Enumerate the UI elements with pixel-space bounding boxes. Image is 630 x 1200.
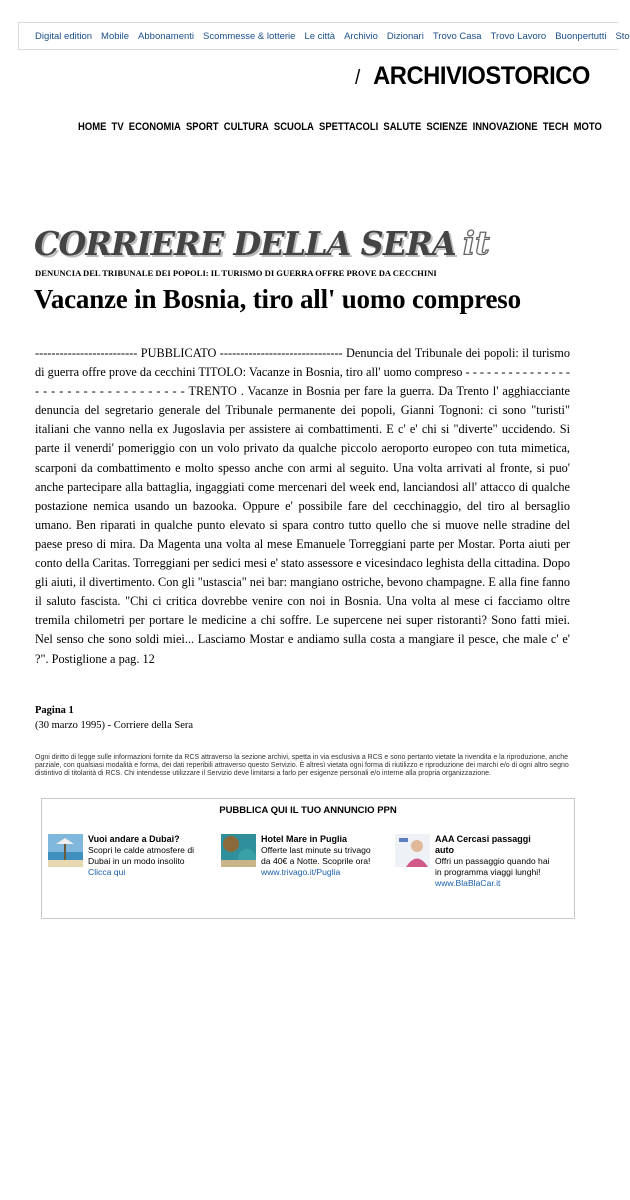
main-section-nav bbox=[78, 121, 602, 133]
nav-innovazione[interactable]: INNOVAZIONE bbox=[472, 121, 538, 133]
nav-tech[interactable]: TECH bbox=[542, 121, 569, 133]
nav-home[interactable]: HOME bbox=[78, 121, 107, 133]
archivio-title-text: ARCHIVIOSTORICO bbox=[373, 62, 590, 90]
article-body: ------------------------- PUBBLICATO ------------------------------ Denuncia del Tribunale dei popoli: il turismo di guerra offre prove da cecchini TITOLO: Vacanze in Bosnia, tiro all' uomo compreso - - - - - - - - - - - - - - - - - - - - - - - - - - - - - - - - - - TRENTO . Vacanze in Bosnia per fare la guerra. Da Trento l' agghiacciante denuncia del segretario generale del Tribunale permanente dei popoli, Gianni Tognoni: ci sono "turisti" italiani che vanno nella ex Jugoslavia per assistere ai combattimenti. E c' e' chi si "diverte" uccidendo. Si parte il venerdi' pomeriggio con un volo privato da qualche piccolo aeroporto europeo con tuta mimetica, scarponi da combattimento e molto spesso anche con armi al seguito. Una volta arrivati al fronte, si puo' anche partecipare alla battaglia, ingaggiati come mercenari del week end, lanciandosi all' attacco di qualche postazione nemica usando un bazooka. Oppure e' possibile fare del cecchinaggio, del tiro al bersaglio umano. Ben riparati in qualche punto elevato si spara contro tutto quello che si muove nelle stradine del paese preso di mira. Da Magenta una volta al mese Emanuele Torreggiani parte per Mostar. Porta aiuti per conto della Caritas. Torreggiani per sedici mesi e' stato assessore e vicesindaco leghista della cittadina. Dopo gli aiuti, il divertimento. Con gli "ustascia" nei bar: mangiano ostriche, bevono champagne. E alla fine fanno il saluto fascista. "Chi ci critica dovrebbe venire con noi in Bosnia. Una volta al mese ci facciamo oltre tremila chilometri per portare le medicine a chi soffre. Le supercene nei super ristoranti? Sono fatti miei. Nel senso che sono soldi miei... Lasciamo Mostar e andiamo sulla costa a mangiare il pesce, che male c' e' ?". Postiglione a pag. 12 bbox=[35, 346, 570, 666]
publication-date: (30 marzo 1995) - Corriere della Sera bbox=[35, 720, 194, 731]
topnav-mobile[interactable]: Mobile bbox=[101, 30, 130, 42]
topnav-digital-edition[interactable]: Digital edition bbox=[35, 30, 93, 42]
beach-thumbnail-icon[interactable] bbox=[48, 834, 83, 867]
nav-cultura[interactable]: CULTURA bbox=[223, 121, 269, 133]
page-number: Pagina 1 bbox=[35, 705, 74, 716]
ad-text: Scopri le calde atmosfere di Dubai in un modo insolito bbox=[88, 845, 195, 866]
topnav-buonpertutti[interactable]: Buonpertutti bbox=[555, 30, 607, 42]
topnav-scommesse[interactable]: Scommesse & lotterie bbox=[203, 30, 296, 42]
ad-text: Offerte last minute su trivago da 40€ a Notte. Scoprile ora! bbox=[261, 845, 371, 866]
nav-economia[interactable]: ECONOMIA bbox=[128, 121, 181, 133]
topnav-trovo-lavoro[interactable]: Trovo Lavoro bbox=[490, 30, 547, 42]
ad-blablacar[interactable] bbox=[435, 834, 551, 889]
article-headline: Vacanze in Bosnia, tiro all' uomo compreso bbox=[34, 284, 521, 314]
topnav-abbonamenti[interactable]: Abbonamenti bbox=[138, 30, 195, 42]
legal-notice: Ogni diritto di legge sulle informazioni fornite da RCS attraverso la sezione archivi, spetta in via esclusiva a RCS e sono pertanto vietate la rivendita e la riproduzione, anche parziale, con qualsiasi modalità e forma, dei dati reperibili attraverso questo Servizio. È altresì vietata ogni forma di riutilizzo e riproduzione dei marchi e/o di ogni altro segno distintivo di titolarità di RCS. Chi intendesse utilizzare il Servizio deve limitarsi a farlo per esigenze personali e/o interne alla propria organizzazione. bbox=[35, 754, 569, 777]
topnav-sto[interactable]: Sto bbox=[615, 30, 630, 42]
topnav-trovo-casa[interactable]: Trovo Casa bbox=[432, 30, 482, 42]
topnav-le-citta[interactable]: Le città bbox=[304, 30, 336, 42]
nav-spettacoli[interactable]: SPETTACOLI bbox=[319, 121, 379, 133]
article-subhead: DENUNCIA DEL TRIBUNALE DEI POPOLI: IL TURISMO DI GUERRA OFFRE PROVE DA CECCHINI bbox=[35, 268, 437, 278]
ad-title[interactable]: AAA Cercasi passaggi auto bbox=[435, 834, 531, 855]
ad-title[interactable]: Vuoi andare a Dubai? bbox=[88, 834, 180, 844]
nav-tv[interactable]: TV bbox=[111, 121, 124, 133]
person-thumbnail-icon[interactable] bbox=[395, 834, 430, 867]
ad-box-header[interactable]: PUBBLICA QUI IL TUO ANNUNCIO PPN bbox=[219, 805, 397, 816]
ad-link[interactable]: www.trivago.it/Puglia bbox=[261, 867, 341, 877]
ad-title[interactable]: Hotel Mare in Puglia bbox=[261, 834, 348, 844]
topnav-archivio[interactable]: Archivio bbox=[344, 30, 378, 42]
ad-text: Offri un passaggio quando hai in programma viaggi lunghi! bbox=[435, 856, 550, 877]
sea-thumbnail-icon[interactable] bbox=[221, 834, 256, 867]
nav-salute[interactable]: SALUTE bbox=[383, 121, 422, 133]
logo-main-text: CORRIERE DELLA SERA bbox=[34, 223, 456, 263]
nav-sport[interactable]: SPORT bbox=[185, 121, 219, 133]
title-slash: / bbox=[355, 67, 360, 89]
ad-dubai[interactable] bbox=[88, 834, 200, 878]
ad-link[interactable]: Clicca qui bbox=[88, 867, 126, 877]
ad-link[interactable]: www.BlaBlaCar.it bbox=[435, 878, 501, 888]
archivio-storico-title[interactable] bbox=[355, 62, 590, 91]
corriere-logo[interactable] bbox=[34, 220, 490, 266]
top-utility-nav bbox=[18, 22, 630, 50]
nav-moto[interactable]: MOTO bbox=[573, 121, 602, 133]
nav-scienze[interactable]: SCIENZE bbox=[426, 121, 468, 133]
logo-it-suffix: it bbox=[462, 224, 490, 262]
nav-scuola[interactable]: SCUOLA bbox=[273, 121, 314, 133]
topnav-dizionari[interactable]: Dizionari bbox=[386, 30, 424, 42]
ad-hotel-puglia[interactable] bbox=[261, 834, 373, 878]
ad-box bbox=[41, 798, 575, 919]
